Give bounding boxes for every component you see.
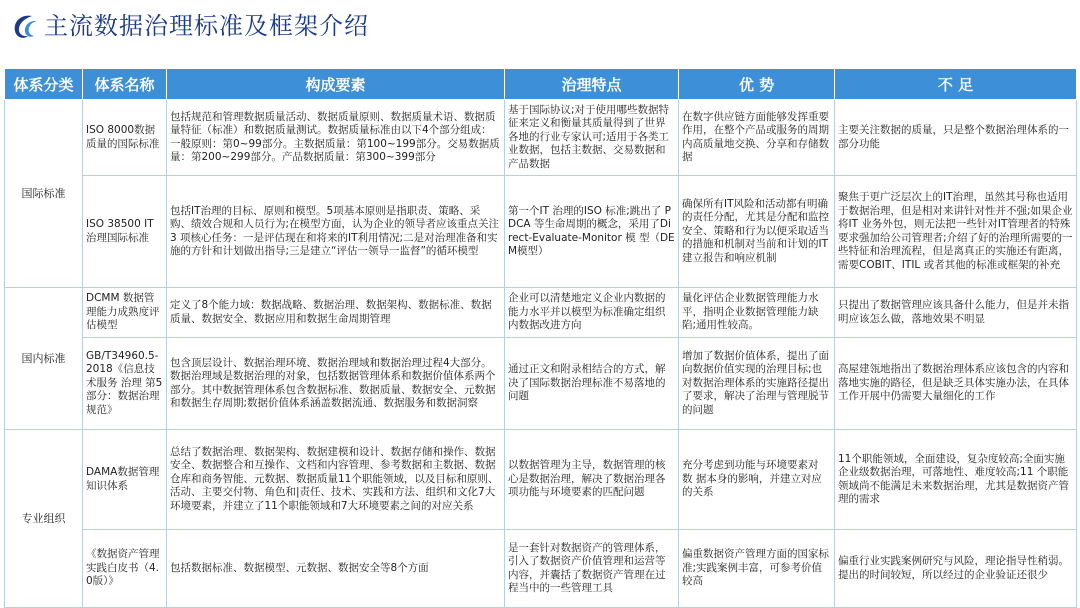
table-row — [5, 288, 1077, 338]
shortcomings-cell: 高屋建瓴地指出了数据治理体系应该包含的内容和落地实施的路径，但是缺乏具体实施办法，在具体工作开展中仍需要大量细化的工作 — [835, 338, 1077, 430]
table-header-row — [5, 69, 1077, 100]
shortcomings-cell: 11个职能领域，全面建设，复杂度较高;全面实施企业级数据治理，可落地性、难度较高;11 个职能领域尚不能满足未来数据治理，尤其是数据资产管理的需求 — [835, 430, 1077, 530]
system-name-cell: DAMA数据管理知识体系 — [83, 430, 167, 530]
table-row — [5, 530, 1077, 608]
header-category: 体系分类 — [5, 69, 83, 100]
system-name-cell: GB/T34960.5-2018《信息技术服务 治理 第5部分：数据治理规范》 — [83, 338, 167, 430]
elements-cell: 定义了8个能力域：数据战略、数据治理、数据架构、数据标准、数据质量、数据安全、数据应用和数据生命周期管理 — [167, 288, 505, 338]
system-name-cell: ISO 8000数据质量的国际标准 — [83, 100, 167, 176]
advantages-cell: 偏重数据资产管理方面的国家标准;实践案例丰富，可参考价值较高 — [679, 530, 835, 608]
table-row — [5, 338, 1077, 430]
elements-cell: 包括IT治理的目标、原则和模型。5项基本原则是指职责、策略、采购、绩效合规和人员行为;在模型方面，认为企业的领导者应该重点关注 3 项核心任务：一是评估现在和将来的IT利用情况;二是对治理准备和实施的方针和计划做出指导;三是建立“评估一领导一监督”的循环模型 — [167, 176, 505, 288]
category-cell: 国际标准 — [5, 100, 83, 288]
table-row — [5, 430, 1077, 530]
features-cell: 第一个IT 治理的ISO 标准;跳出了 PDCA 等生命周期的概念，采用了Direct-Evaluate-Monitor 模 型（DEM模型） — [505, 176, 679, 288]
advantages-cell: 确保所有IT风险和活动都有明确的责任分配，尤其是分配和监控安全、策略和行为以便采取适当的措施和机制对当前和计划的IT建立报告和响应机制 — [679, 176, 835, 288]
table-row — [5, 176, 1077, 288]
elements-cell: 包含顶层设计、数据治理环境、数据治理域和数据治理过程4大部分。数据治理域是数据治理的对象，包括数据管理体系和数据价值体系两个部分。其中数据管理体系包含数据标准、数据质量、数据安全、元数据和数据生存周期;数据价值体系涵盖数据流通、数据服务和数据洞察 — [167, 338, 505, 430]
shortcomings-cell: 偏重行业实践案例研究与风险，理论指导性稍弱。提出的时间较短，所以经过的企业验证还很少 — [835, 530, 1077, 608]
swirl-logo-icon — [10, 12, 40, 42]
header-name: 体系名称 — [83, 69, 167, 100]
shortcomings-cell: 聚焦于更广泛层次上的IT治理，虽然其号称也适用于数据治理，但是相对来讲针对性并不强;如果企业将IT 业务外包，则无法把一些针对IT管理者的特殊要求强加给公司管理者;介绍了好的治理所需要的一些特征和治理流程，但是离真正的实施还有距离，需要COBIT、ITIL 或者其他的标准或框架的补充 — [835, 176, 1077, 288]
features-cell: 基于国际协议;对于使用哪些数据特征来定义和衡量其质量得到了世界各地的行业专家认可;适用于各类工业数据，包括主数据、交易数据和产品数据 — [505, 100, 679, 176]
features-cell: 通过正文和附录相结合的方式，解决了国际数据治理标准不易落地的问题 — [505, 338, 679, 430]
category-cell: 国内标准 — [5, 288, 83, 430]
features-cell: 企业可以清楚地定义企业内数据的能力水平并以模型为标准确定组织内数据改进方向 — [505, 288, 679, 338]
advantages-cell: 增加了数据价值体系，提出了面向数据价值实现的治理目标;也对数据治理体系的实施路径提出了要求，解决了治理与管理脱节的问题 — [679, 338, 835, 430]
shortcomings-cell: 只提出了数据管理应该具备什么能力，但是并未指明应该怎么做，落地效果不明显 — [835, 288, 1077, 338]
elements-cell: 包括数据标准、数据模型、元数据、数据安全等8个方面 — [167, 530, 505, 608]
features-cell: 以数据管理为主导，数据管理的核心是数据治理，解决了数据治理各项功能与环境要素的匹配问题 — [505, 430, 679, 530]
system-name-cell: DCMM 数据管理能力成熟度评估模型 — [83, 288, 167, 338]
shortcomings-cell: 主要关注数据的质量，只是整个数据治理体系的一部分功能 — [835, 100, 1077, 176]
advantages-cell: 在数字供应链方面能够发挥重要作用，在整个产品或服务的周期内高质量地交换、分享和存储数据 — [679, 100, 835, 176]
category-cell: 专业组织 — [5, 430, 83, 608]
header-shortcomings: 不 足 — [835, 69, 1077, 100]
header-elements: 构成要素 — [167, 69, 505, 100]
table-row — [5, 100, 1077, 176]
standards-table — [4, 68, 1077, 608]
header-advantages: 优 势 — [679, 69, 835, 100]
elements-cell: 包括规范和管理数据质量活动、数据质量原则、数据质量术语、数据质量特征（标准）和数据质量测试。数据质量标准由以下4个部分组成：一般原则：第0~99部分。主数据质量：第100~199部分。交易数据质量：第200~299部分。产品数据质量：第300~399部分 — [167, 100, 505, 176]
page-title: 主流数据治理标准及框架介绍 — [44, 12, 369, 40]
advantages-cell: 充分考虑到功能与环境要素对 数 据本身的影响，并建立对应的关系 — [679, 430, 835, 530]
system-name-cell: 《数据资产管理实践白皮书（4.0版）》 — [83, 530, 167, 608]
features-cell: 是一套针对数据资产的管理体系，引入了数据资产价值管理和运营等内容，并囊括了数据资产管理在过程当中的一些管理工具 — [505, 530, 679, 608]
advantages-cell: 量化评估企业数据管理能力水平，指明企业数据管理能力缺陷;通用性较高。 — [679, 288, 835, 338]
header-features: 治理特点 — [505, 69, 679, 100]
system-name-cell: ISO 38500 IT治理国际标准 — [83, 176, 167, 288]
elements-cell: 总结了数据治理、数据架构、数据建模和设计、数据存储和操作、数据安全、数据整合和互操作、文档和内容管理、参考数据和主数据、数据仓库和商务智能、元数据、数据质量11个职能领域，以及目标和原则、活动、主要交付物、角色和|责任、技术、实践和方法、组织和文化7大环境要素，并建立了11个职能领域和7大环境要素之间的对应关系 — [167, 430, 505, 530]
